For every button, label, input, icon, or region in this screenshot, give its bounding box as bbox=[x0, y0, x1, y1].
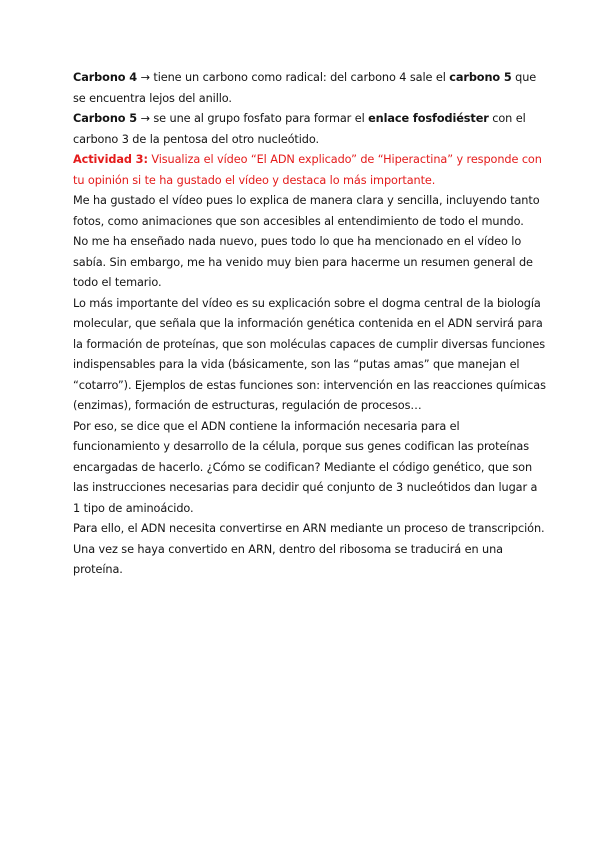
text-line: proteína. bbox=[73, 563, 123, 576]
carbono5-line-2: carbono 3 de la pentosa del otro nucleótido. bbox=[73, 132, 319, 146]
text-line: molecular, que señala que la información genética contenida en el ADN servirá para bbox=[73, 317, 543, 330]
activity-label: Actividad 3: bbox=[73, 153, 148, 166]
text-line: Para ello, el ADN necesita convertirse en ARN mediante un proceso de transcripción. bbox=[73, 522, 545, 535]
carbono4-text: → tiene un carbono como radical: del carbono 4 sale el bbox=[137, 71, 450, 84]
text-line: sabía. Sin embargo, me ha venido muy bien para hacerme un resumen general de bbox=[73, 255, 533, 269]
carbono5-term-inline: carbono 5 bbox=[449, 71, 512, 84]
text-line: Una vez se haya convertido en ARN, dentro del ribosoma se traducirá en una bbox=[73, 542, 503, 556]
enlace-term: enlace fosfodiéster bbox=[368, 112, 489, 125]
text-line: la formación de proteínas, que son moléculas capaces de cumplir diversas funciones bbox=[73, 337, 545, 351]
carbono5-text-end: con el bbox=[488, 112, 526, 125]
text-line: funcionamiento y desarrollo de la célula, porque sus genes codifican las proteínas bbox=[73, 440, 529, 453]
text-line: (enzimas), formación de estructuras, regulación de procesos… bbox=[73, 399, 422, 412]
carbono4-line-2: se encuentra lejos del anillo. bbox=[73, 91, 232, 105]
carbono5-text: → se une al grupo fosfato para formar el bbox=[137, 112, 369, 125]
carbono4-term: Carbono 4 bbox=[73, 71, 138, 84]
text-line: Por eso, se dice que el ADN contiene la información necesaria para el bbox=[73, 419, 460, 433]
text-line: todo el temario. bbox=[73, 276, 162, 289]
text-line: fotos, como animaciones que son accesibles al entendimiento de todo el mundo. bbox=[73, 214, 524, 228]
text-line: encargadas de hacerlo. ¿Cómo se codifican? Mediante el código genético, que son bbox=[73, 460, 533, 474]
text-line: indispensables para la vida (básicamente, son las “putas amas” que manejan el bbox=[73, 358, 520, 371]
carbono4-text-end: que bbox=[511, 71, 537, 84]
text-line: las instrucciones necesarias para decidir qué conjunto de 3 nucleótidos dan lugar a bbox=[73, 481, 538, 494]
carbono4-line-1 bbox=[73, 68, 540, 89]
activity-text: Visualiza el vídeo “El ADN explicado” de “Hiperactina” y responde con bbox=[147, 153, 542, 166]
text-line: Lo más importante del vídeo es su explicación sobre el dogma central de la biología bbox=[73, 296, 541, 310]
text-line: No me ha enseñado nada nuevo, pues todo lo que ha mencionado en el vídeo lo bbox=[73, 235, 522, 248]
carbono5-term: Carbono 5 bbox=[73, 112, 138, 125]
text-line: 1 tipo de aminoácido. bbox=[73, 501, 194, 515]
activity-line-1 bbox=[73, 150, 540, 171]
text-line: Me ha gustado el vídeo pues lo explica de manera clara y sencilla, incluyendo tanto bbox=[73, 194, 540, 207]
carbono5-line-1 bbox=[73, 109, 540, 130]
activity-line-2: tu opinión si te ha gustado el vídeo y destaca lo más importante. bbox=[73, 173, 436, 187]
text-line: “cotarro”). Ejemplos de estas funciones son: intervención en las reacciones químicas bbox=[73, 378, 546, 392]
